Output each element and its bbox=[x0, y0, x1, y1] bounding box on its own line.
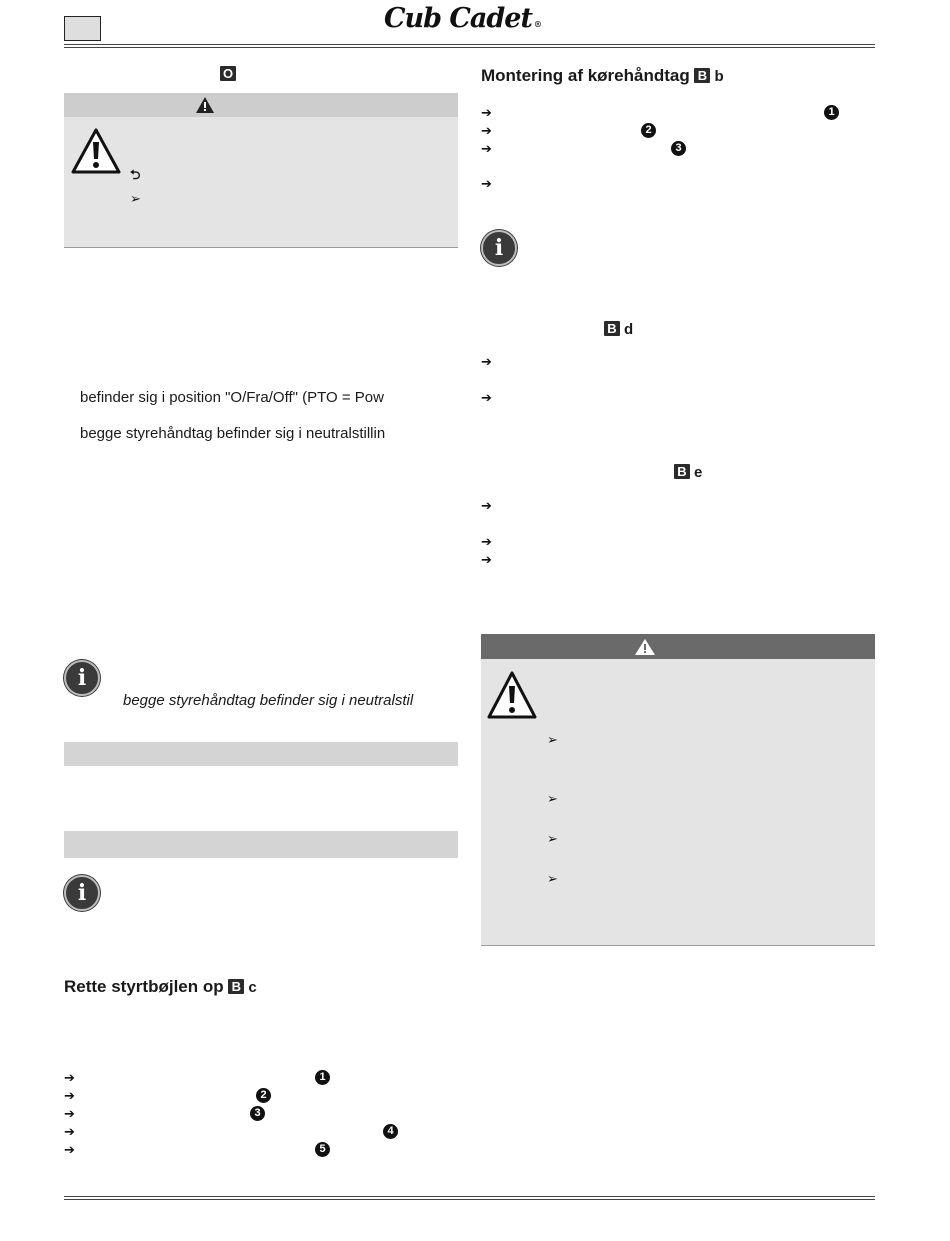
step-number-badge: 4 bbox=[383, 1124, 398, 1139]
chevron-icon: ➢ bbox=[547, 871, 558, 886]
arrow-icon: ➔ bbox=[481, 534, 492, 549]
arrow-icon: ➔ bbox=[64, 1142, 75, 1157]
section-c-heading: Rette styrtbøjlen op B c bbox=[64, 977, 257, 996]
step-number-badge: 1 bbox=[824, 105, 839, 120]
warning-box-header bbox=[64, 93, 458, 117]
section-d-heading: B d bbox=[604, 319, 633, 339]
warning-box-body bbox=[64, 117, 458, 248]
section-e-heading: B e bbox=[674, 462, 702, 482]
info-icon: i bbox=[64, 875, 100, 911]
chevron-icon: ➢ bbox=[130, 191, 141, 206]
arrow-icon: ➔ bbox=[64, 1124, 75, 1139]
header-rule-top bbox=[64, 44, 875, 45]
brand-logo: Cub Cadet ® bbox=[384, 3, 541, 34]
chevron-icon: ➢ bbox=[547, 831, 558, 846]
chevron-icon: ➢ bbox=[547, 791, 558, 806]
arrow-icon: ➔ bbox=[481, 498, 492, 513]
arrow-icon: ➔ bbox=[481, 176, 492, 191]
step-number-badge: 1 bbox=[315, 1070, 330, 1085]
step-number-badge: 2 bbox=[256, 1088, 271, 1103]
footer-rule-top bbox=[64, 1196, 875, 1197]
arrow-icon: ➔ bbox=[481, 390, 492, 405]
arrow-icon: ➔ bbox=[481, 123, 492, 138]
section-o-badge: O bbox=[220, 66, 236, 84]
info-icon: i bbox=[481, 230, 517, 266]
arrow-icon: ➔ bbox=[481, 141, 492, 156]
warning-box-header bbox=[481, 634, 875, 659]
step-number-badge: 3 bbox=[671, 141, 686, 156]
arrow-icon: ➔ bbox=[64, 1088, 75, 1103]
page-number-box bbox=[64, 16, 101, 41]
warning-box-body bbox=[481, 659, 875, 946]
info-icon: i bbox=[64, 660, 100, 696]
warning-small-icon bbox=[195, 96, 215, 114]
section-bar bbox=[64, 831, 458, 858]
step-number-badge: 3 bbox=[250, 1106, 265, 1121]
warning-small-icon bbox=[634, 638, 656, 656]
warning-large-icon bbox=[486, 670, 538, 720]
arrow-icon: ➔ bbox=[481, 354, 492, 369]
return-arrow-icon: ⮌ bbox=[130, 167, 141, 182]
header-rule-bottom bbox=[64, 47, 875, 48]
arrow-icon: ➔ bbox=[481, 105, 492, 120]
arrow-icon: ➔ bbox=[64, 1106, 75, 1121]
section-b-heading: Montering af kørehåndtag B b bbox=[481, 66, 724, 85]
section-bar bbox=[64, 742, 458, 766]
body-text-line: befinder sig i position "O/Fra/Off" (PTO = Pow bbox=[80, 389, 384, 406]
arrow-icon: ➔ bbox=[481, 552, 492, 567]
step-number-badge: 5 bbox=[315, 1142, 330, 1157]
footer-rule-bottom bbox=[64, 1199, 875, 1200]
info-note-text: begge styrehåndtag befinder sig i neutralstil bbox=[123, 692, 414, 709]
step-number-badge: 2 bbox=[641, 123, 656, 138]
body-text-line: begge styrehåndtag befinder sig i neutralstillin bbox=[80, 425, 386, 442]
chevron-icon: ➢ bbox=[547, 732, 558, 747]
warning-large-icon bbox=[70, 127, 122, 175]
arrow-icon: ➔ bbox=[64, 1070, 75, 1085]
